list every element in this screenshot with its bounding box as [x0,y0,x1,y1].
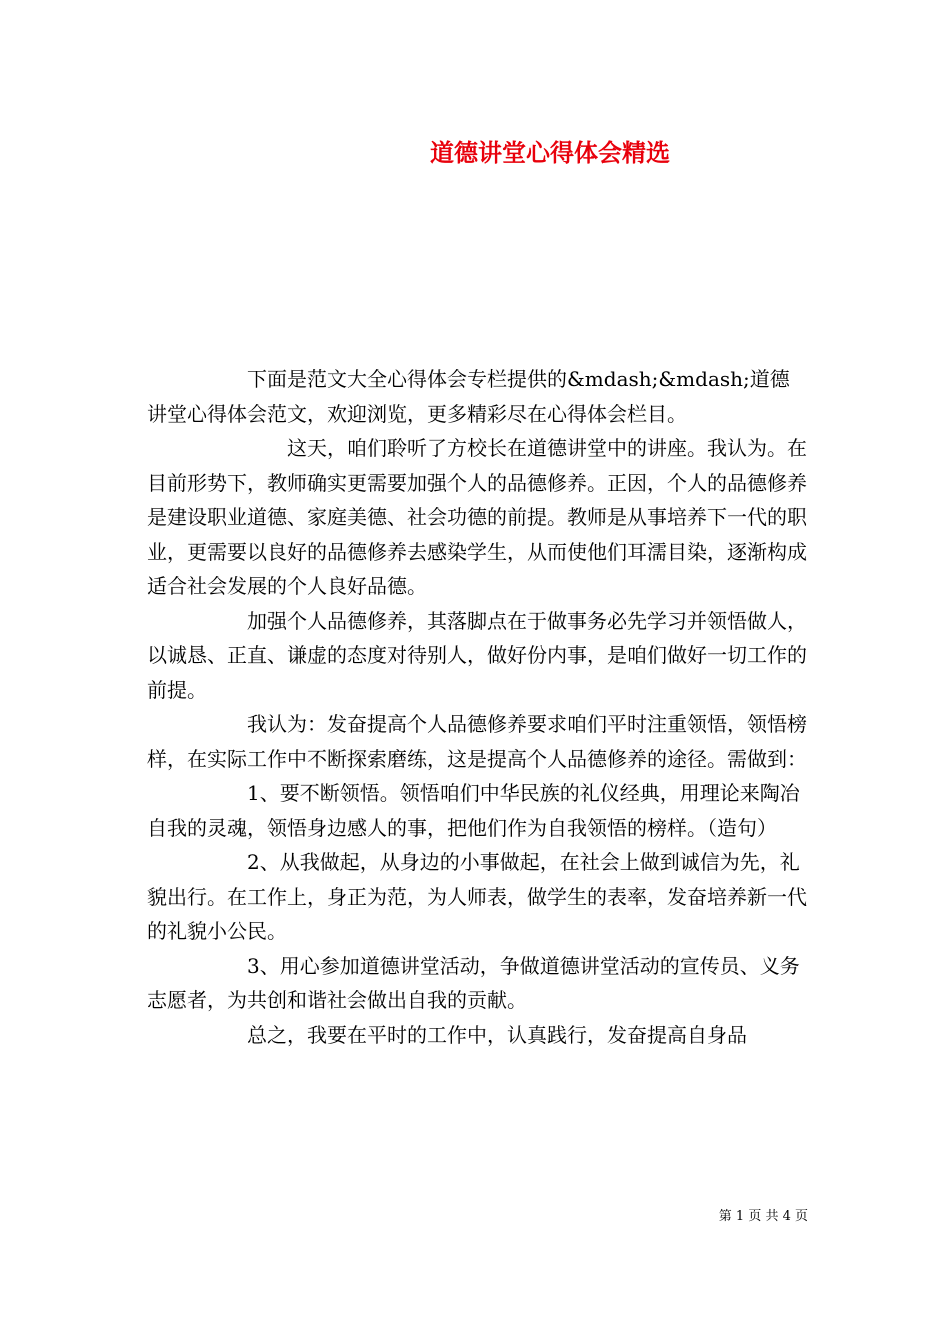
paragraph-opinion: 我认为：发奋提高个人品德修养要求咱们平时注重领悟，领悟榜样，在实际工作中不断探索磨练，这是提高个人品德修养的途径。需做到： [147,712,807,771]
paragraph-point-3: 3、用心参加道德讲堂活动，争做道德讲堂活动的宣传员、义务志愿者，为共创和谐社会做出自我的贡献。 [147,953,800,1012]
document-body [147,362,807,1052]
paragraph-lecture: 这天，咱们聆听了方校长在道德讲堂中的讲座。我认为。在目前形势下，教师确实更需要加强个人的品德修养。正因，个人的品德修养是建设职业道德、家庭美德、社会功德的前提。教师是从事培养下一代的职业，更需要以良好的品德修养去感染学生，从而使他们耳濡目染，逐渐构成适合社会发展的个人良好品德。 [147,436,807,598]
page-number-footer: 第 1 页 共 4 页 [718,1209,808,1224]
paragraph-point-1: 1、要不断领悟。领悟咱们中华民族的礼仪经典，用理论来陶冶自我的灵魂，领悟身边感人的事，把他们作为自我领悟的榜样。（造句） [147,781,800,840]
paragraph-intro: 下面是范文大全心得体会专栏提供的&mdash;&mdash;道德讲堂心得体会范文，欢迎浏览，更多精彩尽在心得体会栏目。 [147,367,790,426]
paragraph-point-2: 2、从我做起，从身边的小事做起，在社会上做到诚信为先，礼貌出行。在工作上，身正为范，为人师表，做学生的表率，发奋培养新一代的礼貌小公民。 [147,850,807,943]
document-title: 道德讲堂心得体会精选 [430,138,670,167]
paragraph-strengthen: 加强个人品德修养，其落脚点在于做事务必先学习并领悟做人，以诚恳、正直、谦虚的态度对待别人，做好份内事，是咱们做好一切工作的前提。 [147,608,807,702]
paragraph-conclusion: 总之，我要在平时的工作中，认真践行，发奋提高自身品 [247,1022,747,1047]
